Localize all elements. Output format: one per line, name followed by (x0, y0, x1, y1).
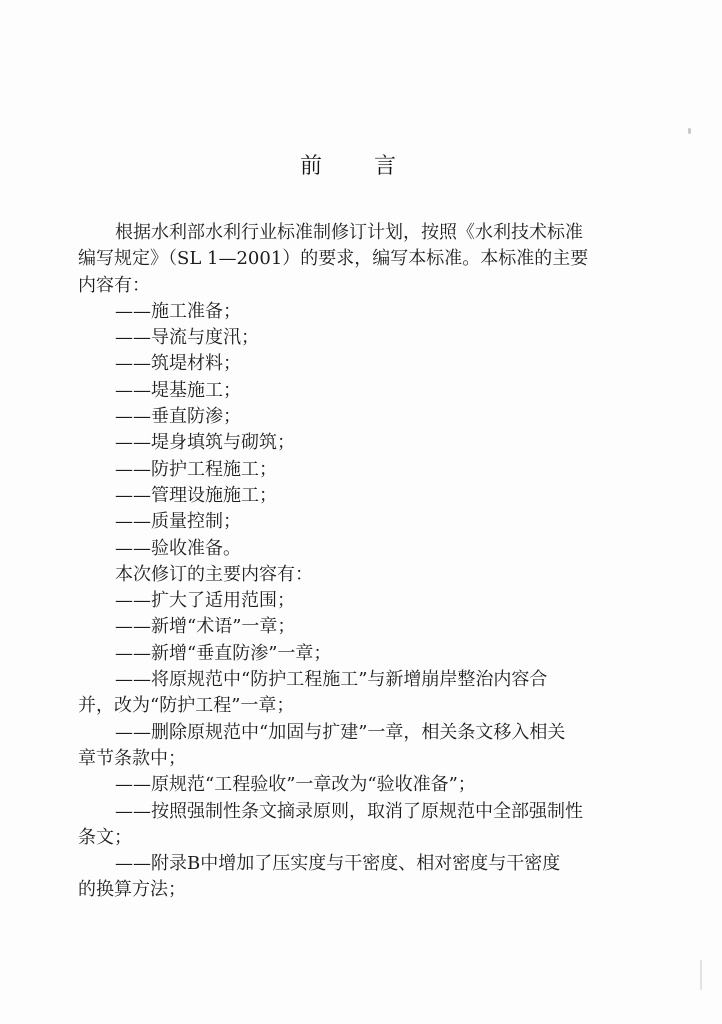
list-item: ——垂直防渗； (115, 406, 241, 428)
scan-edge-mark (700, 960, 702, 990)
list-item: ——按照强制性条文摘录原则，取消了原规范中全部强制性 (115, 800, 583, 822)
list-item: ——施工准备； (115, 300, 241, 322)
list-item: ——防护工程施工； (115, 458, 277, 480)
list-item: ——将原规范中“防护工程施工”与新增崩岸整治内容合 (115, 669, 548, 691)
page-title: 前言 (299, 154, 448, 179)
list-item: ——筑堤材料； (115, 353, 241, 375)
list-item-continuation: 条文； (78, 826, 132, 848)
scan-speck (688, 128, 691, 134)
paragraph-line: 根据水利部水利行业标准制修订计划，按照《水利技术标准 (115, 222, 583, 243)
list-item: ——扩大了适用范围； (115, 590, 295, 612)
list-item: ——原规范“工程验收”一章改为“验收准备”； (115, 774, 476, 796)
list-item: ——堤基施工； (115, 379, 241, 401)
body-text (78, 220, 650, 904)
list-item: ——新增“垂直防渗”一章； (115, 642, 332, 664)
list-item: ——管理设施施工； (115, 484, 277, 506)
list-item-continuation: 章节条款中； (78, 747, 186, 769)
list-item: ——新增“术语”一章； (115, 616, 296, 638)
list-item: ——质量控制； (115, 511, 241, 533)
list-item-continuation: 并，改为“防护工程”一章； (78, 695, 295, 717)
list-item: ——附录B中增加了压实度与干密度、相对密度与干密度 (115, 853, 561, 875)
list-item: ——堤身填筑与砌筑； (115, 432, 295, 454)
paragraph-line: 编写规定》（SL 1—2001）的要求，编写本标准。本标准的主要 (78, 248, 589, 270)
paragraph-line: 内容有： (78, 274, 150, 296)
list-item: ——验收准备。 (115, 537, 241, 559)
list-item: ——删除原规范中“加固与扩建”一章，相关条文移入相关 (115, 721, 566, 743)
list-item: ——导流与度汛； (115, 327, 259, 349)
list-item-continuation: 的换算方法； (78, 879, 186, 901)
paragraph-line: 本次修订的主要内容有： (115, 563, 313, 585)
